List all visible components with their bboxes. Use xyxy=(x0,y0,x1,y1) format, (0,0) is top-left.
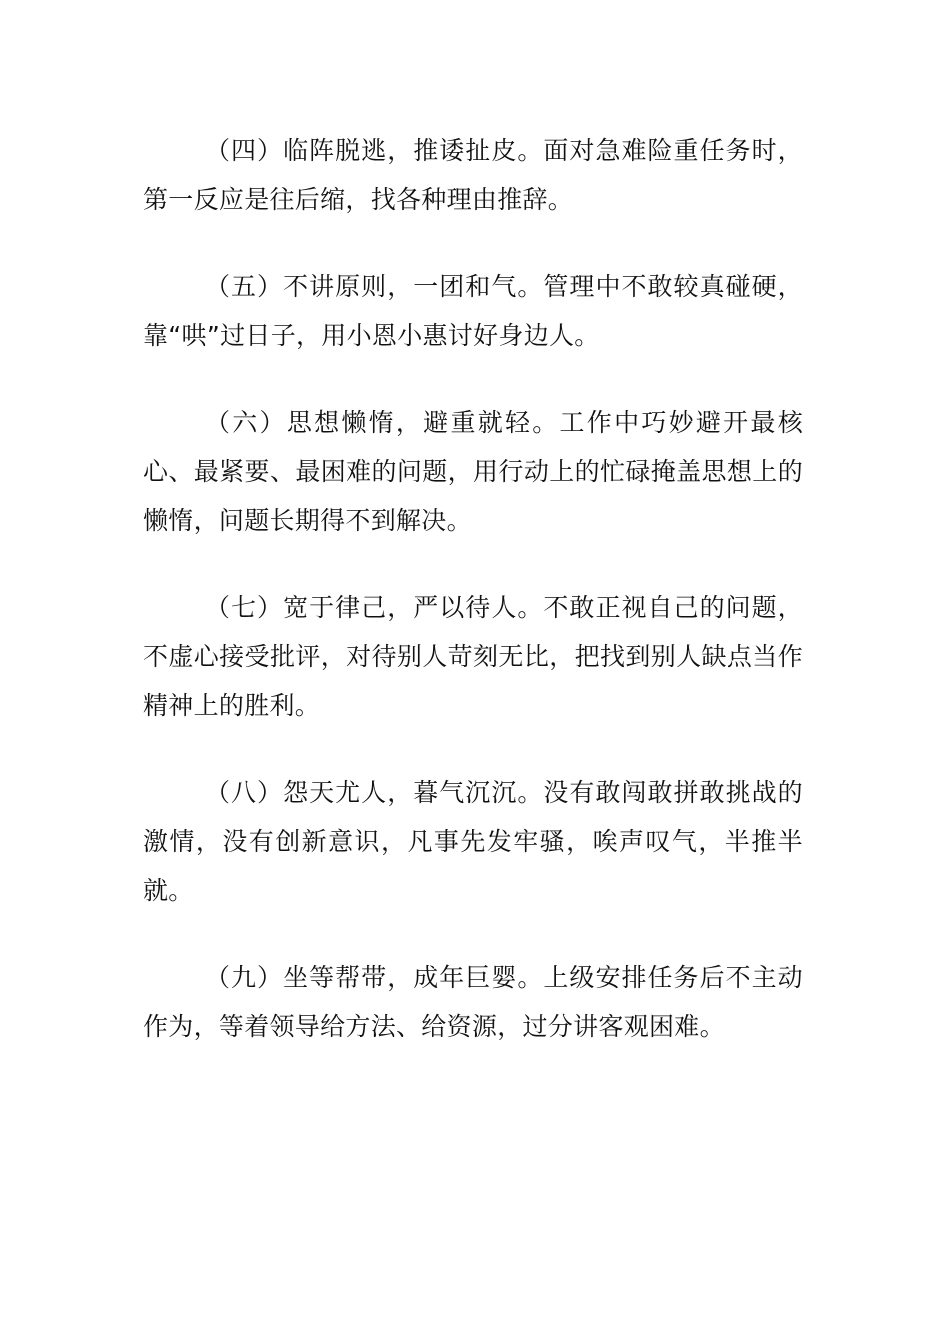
paragraph-4 xyxy=(143,126,803,224)
paragraph-text: 上级安排任务后不主动作为，等着领导给方法、给资源，过分讲客观困难。 xyxy=(143,963,803,1041)
paragraph-text: 管理中不敢较真碰硬，靠“哄”过日子，用小恩小惠讨好身边人。 xyxy=(143,272,803,350)
paragraph-heading: （六）思想懒惰，避重就轻。 xyxy=(205,408,560,437)
paragraph-text: 没有敢闯敢拼敢挑战的激情，没有创新意识，凡事先发牢骚，唉声叹气，半推半就。 xyxy=(143,778,803,905)
paragraph-7 xyxy=(143,583,803,730)
paragraph-6 xyxy=(143,398,803,545)
paragraph-heading: （四）临阵脱逃，推诿扯皮。 xyxy=(205,136,544,165)
paragraph-heading: （九）坐等帮带，成年巨婴。 xyxy=(205,963,544,992)
paragraph-5 xyxy=(143,262,803,360)
paragraph-text: 工作中巧妙避开最核心、最紧要、最困难的问题，用行动上的忙碌掩盖思想上的懒惰，问题长期得不到解决。 xyxy=(143,408,803,535)
paragraph-text: 面对急难险重任务时，第一反应是往后缩，找各种理由推辞。 xyxy=(143,136,803,214)
document-body xyxy=(143,126,803,1089)
paragraph-9 xyxy=(143,953,803,1051)
paragraph-heading: （七）宽于律己，严以待人。 xyxy=(205,593,544,622)
paragraph-heading: （五）不讲原则，一团和气。 xyxy=(205,272,544,301)
paragraph-heading: （八）怨天尤人，暮气沉沉。 xyxy=(205,778,544,807)
paragraph-8 xyxy=(143,768,803,915)
paragraph-text: 不敢正视自己的问题，不虚心接受批评，对待别人苛刻无比，把找到别人缺点当作精神上的胜利。 xyxy=(143,593,803,720)
